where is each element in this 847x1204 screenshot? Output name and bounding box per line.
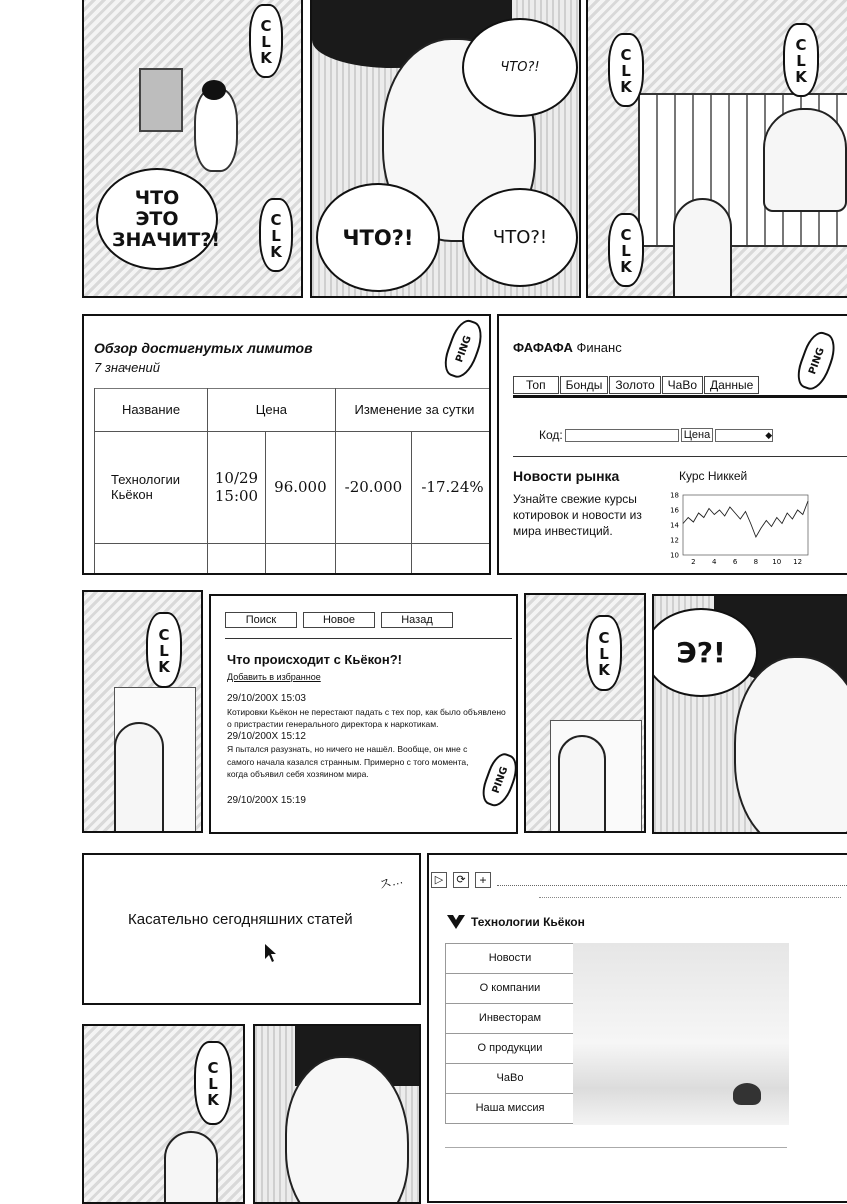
y-tick-label: 16 xyxy=(670,506,679,515)
nikkei-series-line xyxy=(683,501,808,537)
nav-item-products[interactable]: О продукции xyxy=(446,1034,574,1064)
speech-text: ЧТО?! xyxy=(342,225,414,250)
x-tick-label: 10 xyxy=(772,558,782,566)
divider xyxy=(225,638,512,639)
add-favorite-link[interactable]: Добавить в избранное xyxy=(227,672,321,682)
x-tick-label: 2 xyxy=(691,558,696,566)
speech-text: ЧТО?! xyxy=(500,60,540,75)
panel-room-topdown xyxy=(82,0,303,298)
panel-finger-right xyxy=(524,593,646,833)
panel-article-link xyxy=(82,853,421,1005)
sfx-clk xyxy=(586,615,622,691)
panel-forum xyxy=(209,594,518,834)
x-tick-label: 6 xyxy=(732,558,738,566)
chart-title: Курс Никкей xyxy=(679,469,748,483)
brand-suffix: Финанс xyxy=(576,340,622,355)
nav-item-news[interactable]: Новости xyxy=(446,944,574,974)
sfx-text: PING xyxy=(490,765,510,795)
post-time: 29/10/200X 15:12 xyxy=(227,730,306,742)
tab-gold[interactable]: Золото xyxy=(609,376,660,394)
sfx-text: CLK xyxy=(155,626,173,674)
x-tick-label: 12 xyxy=(793,558,803,566)
panel-typing-hands xyxy=(586,0,847,298)
sfx-text: PING xyxy=(806,346,827,376)
news-text: Узнайте свежие курсы котировок и новости из мира инвестиций. xyxy=(513,492,642,538)
table-row[interactable] xyxy=(95,431,492,543)
forum-title: Что происходит с Кьёкон?! xyxy=(227,652,402,667)
sfx-su: ス… xyxy=(377,872,405,892)
address-bar[interactable] xyxy=(497,875,847,886)
y-tick-label: 12 xyxy=(670,536,679,545)
sfx-text: CLK xyxy=(792,36,810,84)
search-button[interactable]: Поиск xyxy=(225,612,297,628)
speech-bubble-what-left xyxy=(316,183,440,292)
divider xyxy=(445,1147,787,1148)
person-figure xyxy=(194,88,238,172)
limits-title: Обзор достигнутых лимитов xyxy=(94,340,313,356)
forum-buttons xyxy=(225,612,453,628)
finance-tabs xyxy=(513,376,759,394)
company-nav xyxy=(445,943,575,1124)
sfx-text: CLK xyxy=(204,1059,222,1107)
x-tick-label: 4 xyxy=(712,558,717,566)
browser-toolbar xyxy=(429,871,847,889)
company-header xyxy=(447,915,585,929)
sfx-ping xyxy=(792,328,840,394)
speech-bubble-what-right xyxy=(462,188,578,287)
back-button[interactable]: Назад xyxy=(381,612,453,628)
col-price: Цена xyxy=(208,388,336,431)
nav-item-about[interactable]: О компании xyxy=(446,974,574,1004)
col-change: Изменение за сутки xyxy=(335,388,491,431)
brand-name: ФАФАФА xyxy=(513,340,573,355)
article-link-text[interactable]: Касательно сегодняшних статей xyxy=(128,911,353,928)
tabs-rule xyxy=(513,395,847,398)
panel-company-site xyxy=(427,853,847,1203)
new-tab-icon[interactable]: + xyxy=(475,872,491,888)
sfx-clk-2 xyxy=(783,23,819,97)
sfx-text: PING xyxy=(453,334,474,364)
cell-change-pct: -17.24% xyxy=(412,431,492,543)
cell-name: Технологии Кьёкон xyxy=(95,431,208,543)
back-icon[interactable]: ▷ xyxy=(431,872,447,888)
price-select[interactable]: ◆ xyxy=(715,429,773,442)
company-logo-icon xyxy=(447,915,465,929)
finance-brand xyxy=(513,340,622,355)
post-time: 29/10/200X 15:03 xyxy=(227,693,306,704)
code-input[interactable] xyxy=(565,429,679,442)
y-tick-label: 14 xyxy=(670,521,679,530)
face xyxy=(734,656,847,834)
nikkei-chart xyxy=(661,491,821,566)
panel-finger-left xyxy=(82,590,203,833)
col-name: Название xyxy=(95,388,208,431)
news-title: Новости рынка xyxy=(513,468,620,484)
code-search xyxy=(539,428,773,442)
panel-finance-site xyxy=(497,314,847,575)
mouse-cursor-icon xyxy=(264,943,278,963)
sfx-clk xyxy=(194,1041,232,1125)
tab-bonds[interactable]: Бонды xyxy=(560,376,609,394)
forum-posts xyxy=(227,693,507,807)
code-label: Код: xyxy=(539,428,563,442)
speech-bubble-what-does-it-mean xyxy=(96,168,221,270)
divider xyxy=(513,456,847,457)
cell-datetime: 10/29 15:00 xyxy=(208,431,266,543)
sfx-clk xyxy=(146,612,182,688)
reload-icon[interactable]: ⟳ xyxy=(453,872,469,888)
chart-frame xyxy=(683,495,808,555)
typing-hand xyxy=(763,108,847,212)
sfx-text: CLK xyxy=(617,226,635,274)
panel-limits-overview xyxy=(82,314,491,575)
panel-face-closeup xyxy=(310,0,581,298)
sfx-text: CLK xyxy=(257,17,275,65)
sfx-text: CLK xyxy=(595,629,613,677)
browser-bookmarks xyxy=(539,897,841,898)
company-title: Технологии Кьёкон xyxy=(471,915,585,929)
sfx-clk-top xyxy=(249,4,283,78)
speech-text: ЧТО ЭТО ЗНАЧИТ?! xyxy=(112,186,221,251)
limits-table xyxy=(94,388,491,575)
speech-text: Э?! xyxy=(676,636,726,669)
post-text: Котировки Кьёкон не перестают падать с тех пор, как было объявлено о пристрастии генерального директора к наркотикам. xyxy=(227,706,506,729)
speech-bubble-eh xyxy=(652,608,758,697)
x-tick-label: 8 xyxy=(753,558,759,566)
tree xyxy=(733,1083,761,1105)
panel-clicking-finger xyxy=(82,1024,245,1204)
pointing-finger xyxy=(164,1131,218,1204)
sfx-text: CLK xyxy=(617,46,635,94)
limits-subtitle: 7 значений xyxy=(94,360,160,375)
post-text: Я пытался разузнать, но ничего не нашёл. Вообще, он мне с самого начала казался странным. Примерно с того момента, когда объявил себя хозяином мира. xyxy=(227,744,469,779)
tab-faq[interactable]: ЧаВо xyxy=(662,376,703,394)
y-tick-label: 10 xyxy=(670,551,679,560)
tab-data[interactable]: Данные xyxy=(704,376,759,394)
landscape-image xyxy=(573,943,789,1125)
nav-item-faq[interactable]: ЧаВо xyxy=(446,1064,574,1094)
price-button[interactable]: Цена xyxy=(681,428,713,442)
speech-bubble-what-small xyxy=(462,18,578,117)
nav-item-mission[interactable]: Наша миссия xyxy=(446,1094,574,1124)
pointing-finger xyxy=(558,735,606,833)
desk xyxy=(139,68,183,132)
y-tick-label: 18 xyxy=(670,491,679,500)
nav-item-investors[interactable]: Инвесторам xyxy=(446,1004,574,1034)
sfx-clk-1 xyxy=(608,33,644,107)
new-button[interactable]: Новое xyxy=(303,612,375,628)
tab-top[interactable]: Топ xyxy=(513,376,559,394)
pointing-finger xyxy=(114,722,164,833)
sfx-text: CLK xyxy=(267,211,285,259)
cell-change: -20.000 xyxy=(335,431,411,543)
sfx-clk-bottom xyxy=(259,198,293,272)
cell-price: 96.000 xyxy=(266,431,336,543)
typing-finger xyxy=(673,198,732,298)
sfx-clk-3 xyxy=(608,213,644,287)
speech-text: ЧТО?! xyxy=(492,227,548,248)
post-time: 29/10/200X 15:19 xyxy=(227,794,306,806)
panel-face-profile xyxy=(253,1024,421,1204)
panel-surprised-face xyxy=(652,594,847,834)
person-head xyxy=(202,80,226,100)
sfx-ping xyxy=(439,316,487,382)
